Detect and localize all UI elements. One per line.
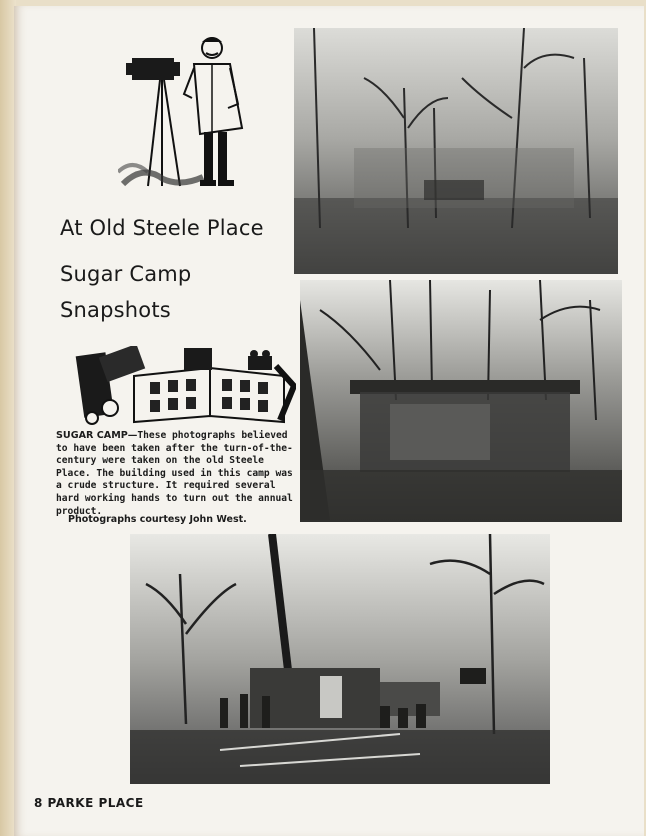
photo-sugar-camp-group bbox=[130, 534, 550, 784]
page-subtitle-line1: Sugar Camp bbox=[60, 262, 192, 286]
photo-credit: Photographs courtesy John West. bbox=[68, 514, 247, 525]
caption-text: These photographs believed to have been taken after the turn-of-the-century were taken on the old Steele Place. The building used in this camp was a crude structure. It required several hard working hands to turn out the annual product. bbox=[56, 430, 293, 517]
photo-crude-structure bbox=[300, 280, 622, 522]
page-footer bbox=[34, 796, 144, 810]
publication-name: PARKE PLACE bbox=[47, 796, 144, 810]
page-number: 8 bbox=[34, 796, 43, 810]
photo-woods-top bbox=[294, 28, 618, 274]
photographer-icon bbox=[118, 34, 248, 196]
album-icon bbox=[70, 346, 296, 432]
page-subtitle-line2: Snapshots bbox=[60, 298, 171, 322]
caption-lead: SUGAR CAMP— bbox=[56, 430, 138, 441]
page-title: At Old Steele Place bbox=[60, 216, 264, 240]
photo-caption bbox=[56, 430, 296, 518]
